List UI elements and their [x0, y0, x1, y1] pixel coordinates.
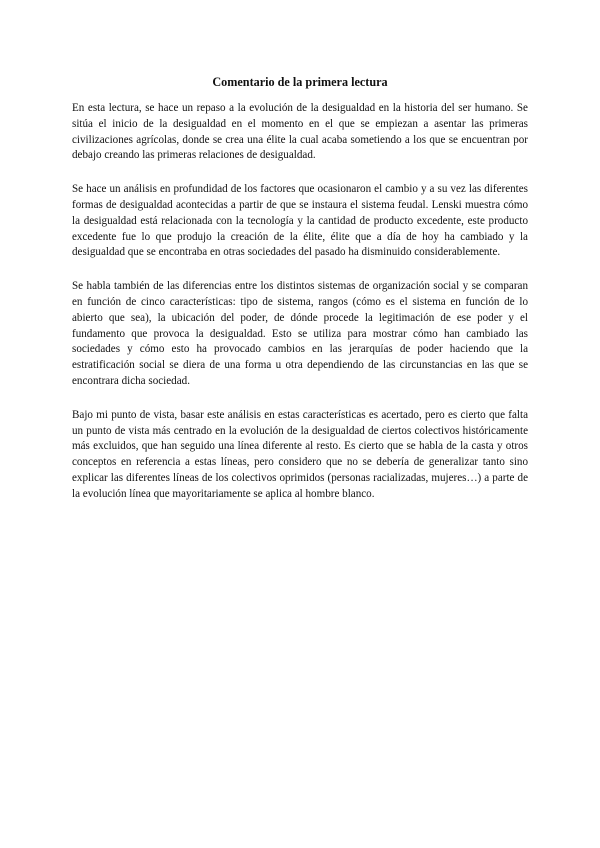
paragraph-2: Se hace un análisis en profundidad de los factores que ocasionaron el cambio y a su vez las diferentes formas de desigualdad acontecidas a partir de que se instaura el sistema feudal. Lenski muestra cómo la desigualdad está relacionada con la tecnología y la cantidad de producto excedente, este producto excedente fue lo que produjo la creación de la élite, élite que a día de hoy ha cambiado y la desigualdad que se encontraba en otras sociedades del pasado ha disminuido considerablemente. [72, 183, 528, 259]
document-title: Comentario de la primera lectura [212, 75, 388, 89]
paragraph-4: Bajo mi punto de vista, basar este análisis en estas características es acertado, pero es cierto que falta un punto de vista más centrado en la evolución de la desigualdad de ciertos colectivos históricamente más excluidos, que han seguido una línea diferente al resto. Es cierto que se habla de la casta y otros conceptos en referencia a estas líneas, pero considero que no se debería de generalizar tanto sino explicar las diferentes líneas de los colectivos oprimidos (personas racializadas, mujeres…) a parte de la evolución línea que mayoritariamente se aplica al hombre blanco. [72, 408, 528, 500]
document-body [72, 101, 528, 521]
paragraph-3: Se habla también de las diferencias entre los distintos sistemas de organización social y se comparan en función de cinco características: tipo de sistema, rangos (cómo es el sistema en función de lo abierto que sea), la ubicación del poder, de dónde procede la legitimación de ese poder y el fundamento que provoca la desigualdad. Esto se utiliza para mostrar cómo han cambiado las sociedades y cómo esto ha provocado cambios en las jerarquías de poder haciendo que la estratificación social se diera de una forma u otra dependiendo de las circunstancias en las que se encontrara dicha sociedad. [72, 280, 528, 387]
paragraph-1: En esta lectura, se hace un repaso a la evolución de la desigualdad en la historia del ser humano. Se sitúa el inicio de la desigualdad en el momento en el que se empiezan a asentar las primeras civilizaciones agrícolas, donde se crea una élite la cual acaba sometiendo a los que se encuentran por debajo creando las primeras relaciones de desigualdad. [72, 102, 528, 162]
